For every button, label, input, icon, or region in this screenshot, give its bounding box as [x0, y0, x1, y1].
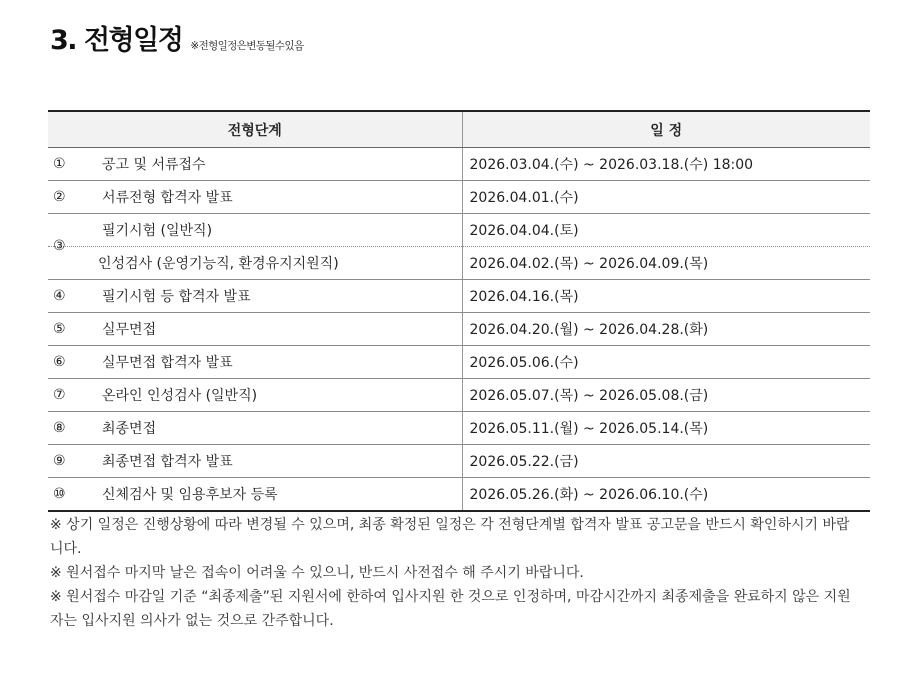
- table-row: [48, 148, 870, 181]
- date-cell: 2026.04.20.(월) ~ 2026.04.28.(화): [462, 313, 870, 346]
- stage-cell: [48, 445, 462, 478]
- stage-label: 공고 및 서류접수: [102, 157, 206, 173]
- section-heading: [50, 18, 304, 57]
- table-row: [48, 313, 870, 346]
- stage-cell: [48, 148, 462, 181]
- stage-label: 서류전형 합격자 발표: [102, 190, 233, 206]
- stage-cell: [48, 247, 462, 280]
- stage-cell: [48, 214, 462, 254]
- date-cell: 2026.05.06.(수): [462, 346, 870, 379]
- stage-number: ①: [53, 156, 66, 172]
- stage-label: 실무면접: [102, 322, 157, 338]
- date-cell: 2026.05.26.(화) ~ 2026.06.10.(수): [462, 478, 870, 512]
- section-note: ※전형일정은변동될수있음: [190, 40, 304, 52]
- stage-label: 인성검사 (운영기능직, 환경유지지원직): [98, 256, 339, 272]
- table-row: [48, 412, 870, 445]
- date-cell: 2026.04.02.(목) ~ 2026.04.09.(목): [462, 247, 870, 280]
- stage-number: ⑩: [53, 486, 66, 502]
- table-row: [48, 214, 870, 247]
- stage-number: ⑦: [53, 387, 66, 403]
- date-cell: 2026.05.07.(목) ~ 2026.05.08.(금): [462, 379, 870, 412]
- header-schedule: 일 정: [462, 111, 870, 148]
- stage-cell: [48, 313, 462, 346]
- stage-number: ⑤: [53, 321, 66, 337]
- stage-label: 실무면접 합격자 발표: [102, 355, 233, 371]
- table-row: [48, 445, 870, 478]
- section-title: 3. 전형일정: [50, 25, 183, 56]
- stage-cell: [48, 412, 462, 445]
- date-cell: 2026.05.11.(월) ~ 2026.05.14.(목): [462, 412, 870, 445]
- stage-label: 필기시험 등 합격자 발표: [102, 289, 251, 305]
- notes-section: [50, 513, 860, 633]
- stage-cell: [48, 280, 462, 313]
- stage-label: 최종면접 합격자 발표: [102, 454, 233, 470]
- schedule-table: [48, 110, 870, 512]
- table-row: [48, 247, 870, 280]
- date-cell: 2026.05.22.(금): [462, 445, 870, 478]
- stage-label: 온라인 인성검사 (일반직): [102, 388, 258, 404]
- date-cell: 2026.03.04.(수) ~ 2026.03.18.(수) 18:00: [462, 148, 870, 181]
- note-item: ※ 상기 일정은 진행상황에 따라 변경될 수 있으며, 최종 확정된 일정은 각 전형단계별 합격자 발표 공고문을 반드시 확인하시기 바랍니다.: [50, 517, 850, 557]
- table-row: [48, 181, 870, 214]
- table-header-row: [48, 111, 870, 148]
- stage-label: 필기시험 (일반직): [102, 223, 213, 239]
- stage-label: 최종면접: [102, 421, 157, 437]
- date-cell: 2026.04.04.(토): [462, 214, 870, 247]
- stage-cell: [48, 379, 462, 412]
- note-item: ※ 원서접수 마감일 기준 “최종제출”된 지원서에 한하여 입사지원 한 것으로 인정하며, 마감시간까지 최종제출을 완료하지 않은 지원자는 입사지원 의사가 없는 것으로 간주합니다.: [50, 589, 851, 629]
- table-row: [48, 379, 870, 412]
- date-cell: 2026.04.16.(목): [462, 280, 870, 313]
- stage-number: ②: [53, 189, 66, 205]
- stage-label: 신체검사 및 임용후보자 등록: [102, 487, 278, 503]
- stage-number: ③: [53, 238, 66, 254]
- stage-number: ⑧: [53, 420, 66, 436]
- stage-number: ⑨: [53, 453, 66, 469]
- stage-cell: [48, 478, 462, 512]
- stage-cell: [48, 346, 462, 379]
- table-row: [48, 280, 870, 313]
- table-row: [48, 478, 870, 512]
- header-stage: 전형단계: [48, 111, 462, 148]
- stage-number: ④: [53, 288, 66, 304]
- note-item: ※ 원서접수 마지막 날은 접속이 어려울 수 있으니, 반드시 사전접수 해 주시기 바랍니다.: [50, 565, 584, 581]
- date-cell: 2026.04.01.(수): [462, 181, 870, 214]
- table-row: [48, 346, 870, 379]
- stage-cell: [48, 181, 462, 214]
- stage-number: ⑥: [53, 354, 66, 370]
